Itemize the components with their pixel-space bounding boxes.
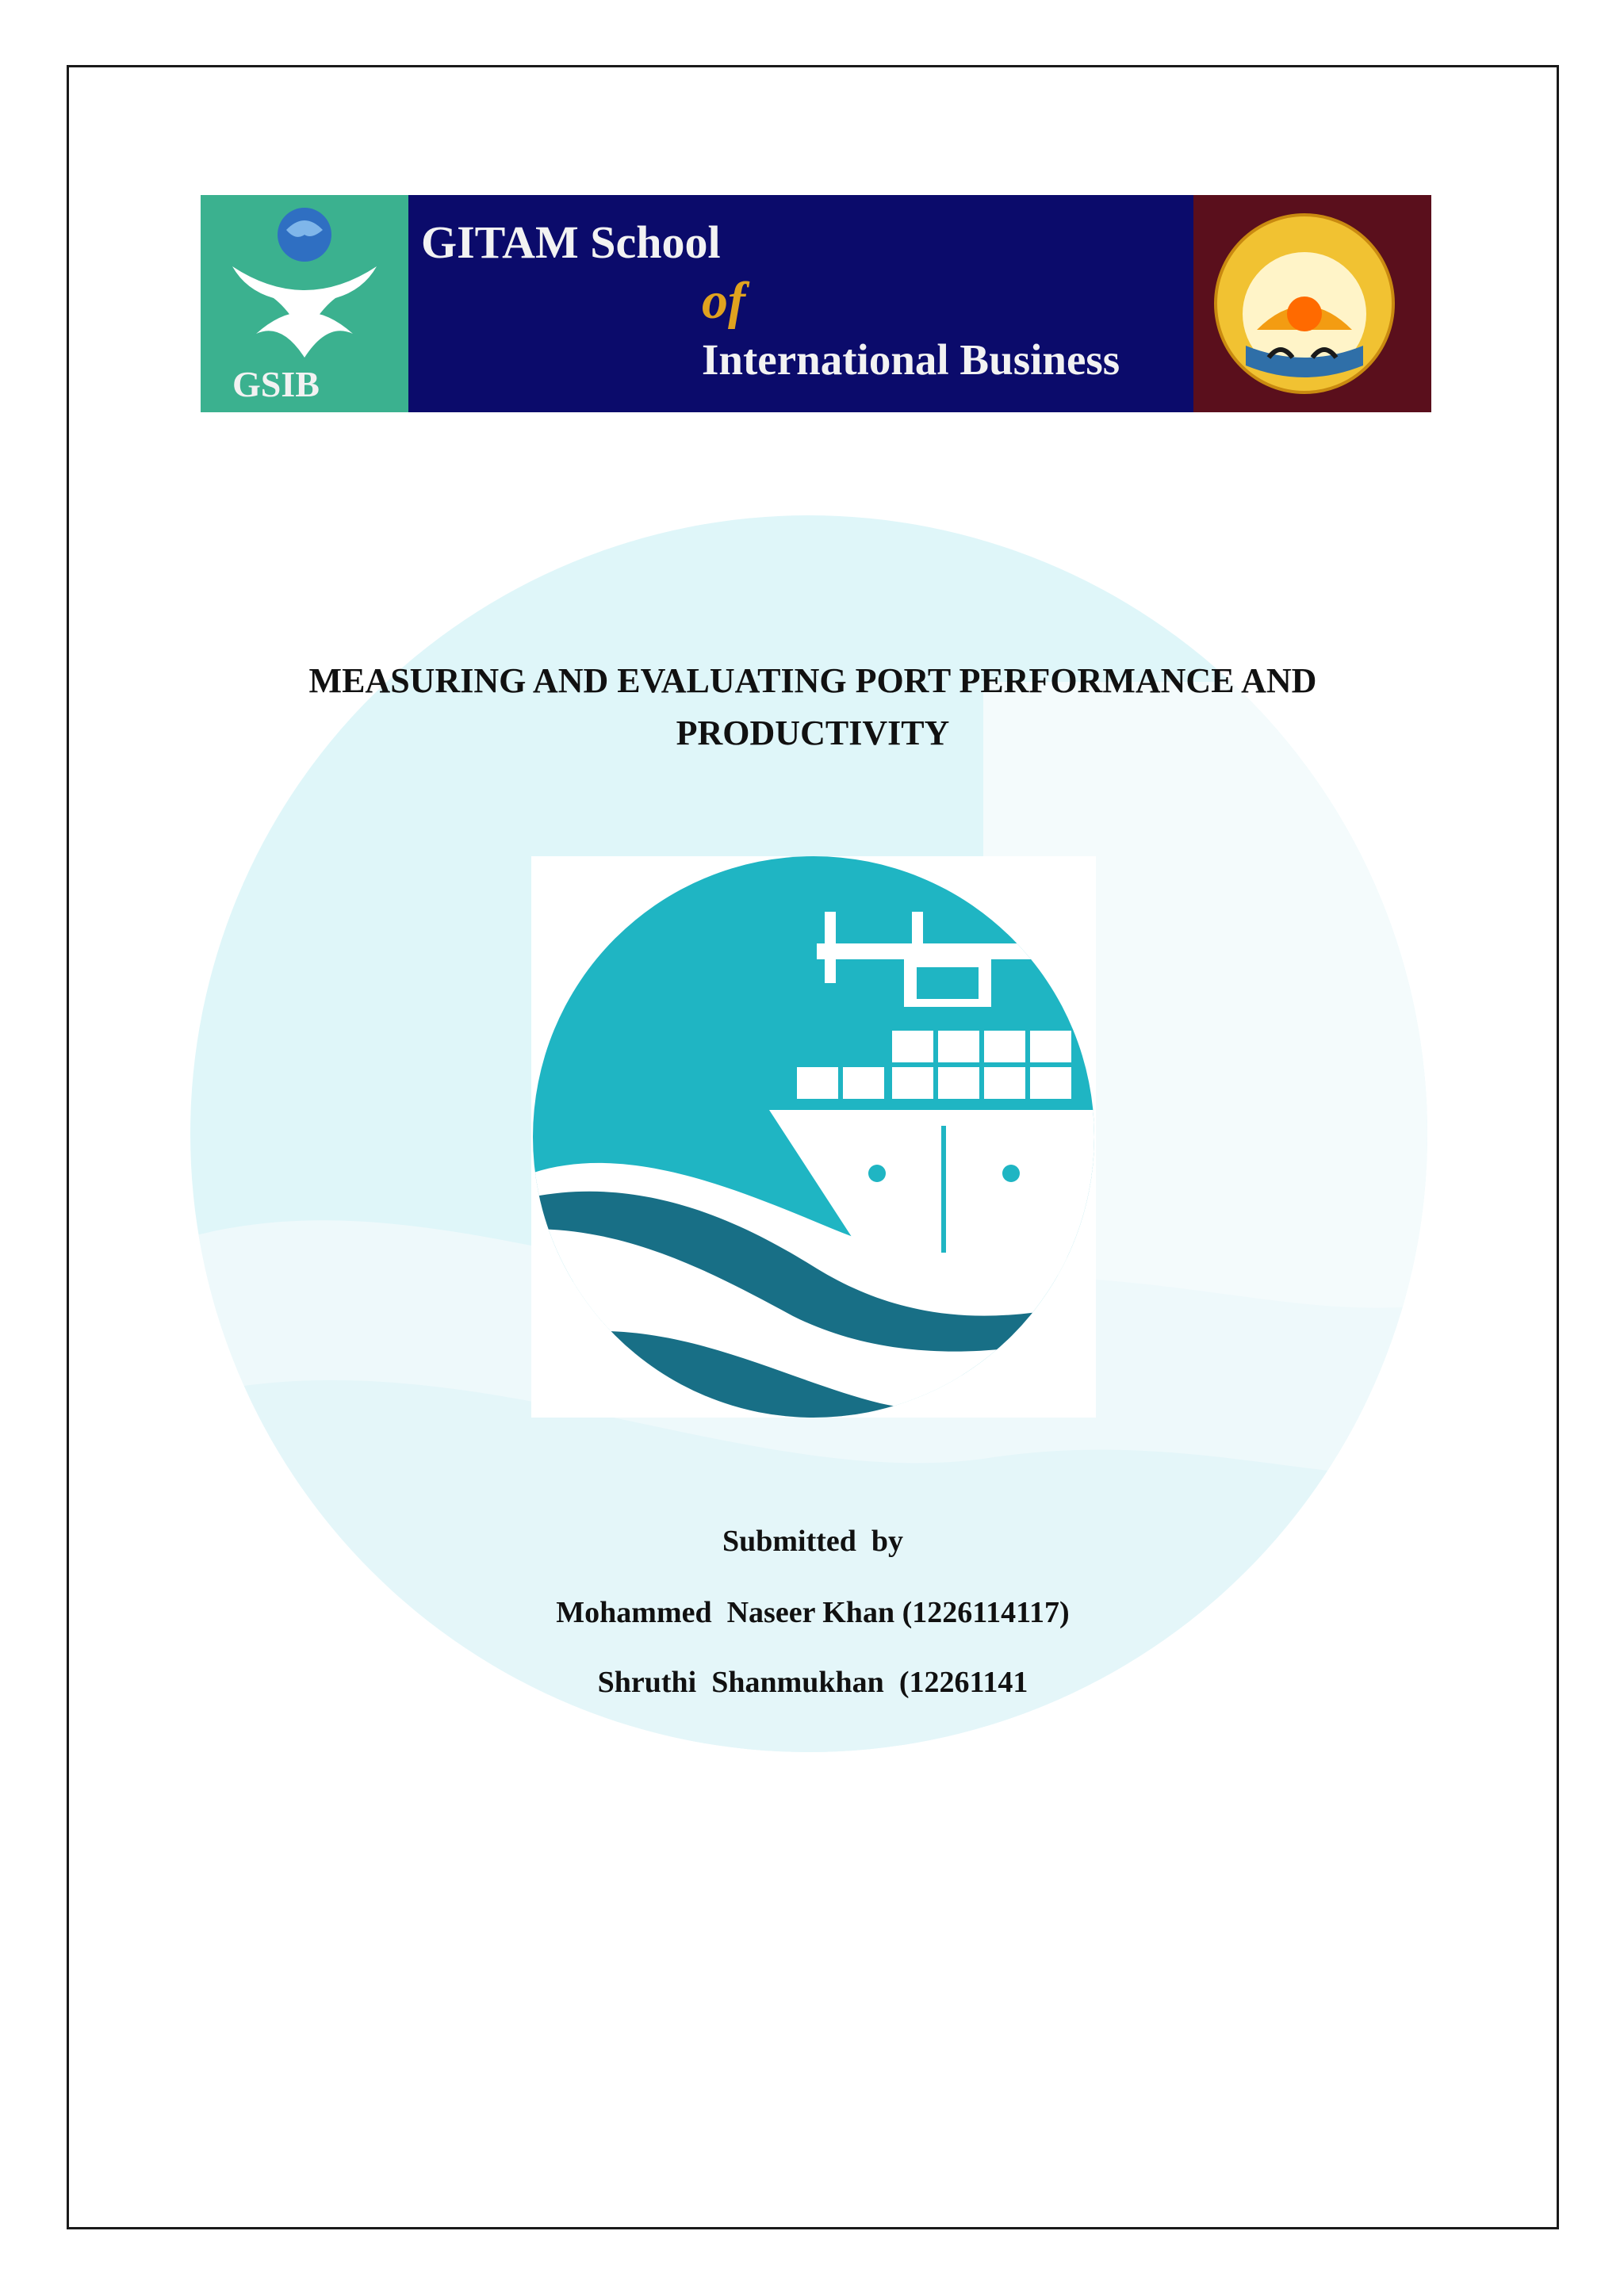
port-ship-logo-icon [531,856,1096,1418]
author-2: Shruthi Shanmukhan (12261141 [597,1666,1028,1699]
author-1: Mohammed Naseer Khan (1226114117) [556,1596,1070,1629]
school-name-line3: International Business [702,335,1120,384]
gsib-logo [201,195,408,412]
school-name-line2: of [702,272,745,330]
school-name-line1: GITAM School [421,216,721,268]
gitam-seal [1193,195,1431,412]
document-title [206,655,1419,760]
institution-banner [201,195,1431,412]
gitam-seal-icon [1193,195,1431,412]
gsib-label: GSIB [232,364,320,404]
school-name-block [408,195,1193,412]
submitted-by-label: Submitted by [722,1525,904,1558]
title-line1: MEASURING AND EVALUATING PORT PERFORMANCE AND [308,661,1317,700]
title-line2: PRODUCTIVITY [676,714,950,752]
